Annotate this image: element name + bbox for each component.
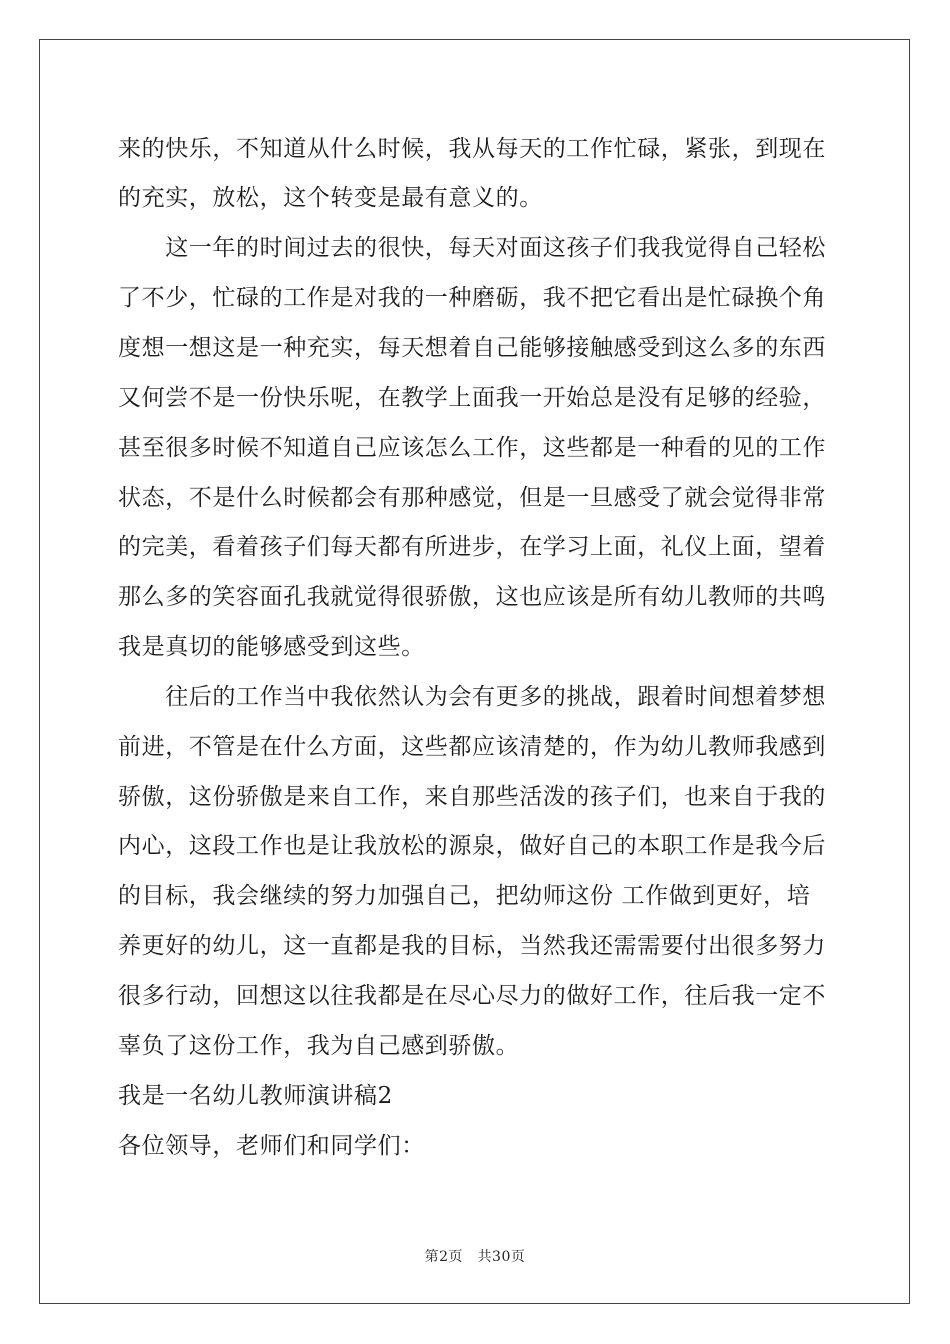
text-line: 那么多的笑容面孔我就觉得很骄傲，这也应该是所有幼儿教师的共鸣 xyxy=(118,584,826,610)
text-line: 往后的工作当中我依然认为会有更多的挑战，跟着时间想着梦想 xyxy=(118,684,826,710)
text-line: 很多行动，回想这以往我都是在尽心尽力的做好工作，往后我一定不 xyxy=(118,983,826,1009)
text-line: 内心，这段工作也是让我放松的源泉，做好自己的本职工作是我今后 xyxy=(118,833,826,859)
text-line: 养更好的幼儿，这一直都是我的目标，当然我还需需要付出很多努力 xyxy=(118,933,826,959)
text-line: 了不少，忙碌的工作是对我的一种磨砺，我不把它看出是忙碌换个角 xyxy=(118,285,826,311)
text-line: 度想一想这是一种充实，每天想着自己能够接触感受到这么多的东西 xyxy=(118,335,826,361)
text-line: 来的快乐，不知道从什么时候，我从每天的工作忙碌，紧张，到现在 xyxy=(118,136,826,162)
text-line: 的目标，我会继续的努力加强自己，把幼师这份 工作做到更好，培 xyxy=(118,883,811,909)
page-number-footer: 第2页 共30页 xyxy=(424,1249,526,1265)
text-line: 甚至很多时候不知道自己应该怎么工作，这些都是一种看的见的工作 xyxy=(118,435,826,461)
text-line: 骄傲，这份骄傲是来自工作，来自那些活泼的孩子们，也来自于我的 xyxy=(118,784,826,810)
text-line: 状态，不是什么时候都会有那种感觉，但是一旦感受了就会觉得非常 xyxy=(118,485,826,511)
text-line: 辜负了这份工作，我为自己感到骄傲。 xyxy=(118,1033,520,1059)
page-border xyxy=(39,39,910,1304)
text-line: 的充实，放松，这个转变是最有意义的。 xyxy=(118,185,543,211)
section-heading: 我是一名幼儿教师演讲稿2 xyxy=(118,1083,393,1109)
salutation-line: 各位领导，老师们和同学们： xyxy=(118,1133,425,1159)
text-line: 的完美，看着孩子们每天都有所进步，在学习上面，礼仪上面，望着 xyxy=(118,534,826,560)
text-line: 又何尝不是一份快乐呢，在教学上面我一开始总是没有足够的经验， xyxy=(118,385,826,411)
text-line: 我是真切的能够感受到这些。 xyxy=(118,634,425,660)
text-line: 这一年的时间过去的很快，每天对面这孩子们我我觉得自己轻松 xyxy=(118,235,826,261)
text-line: 前进，不管是在什么方面，这些都应该清楚的，作为幼儿教师我感到 xyxy=(118,734,826,760)
